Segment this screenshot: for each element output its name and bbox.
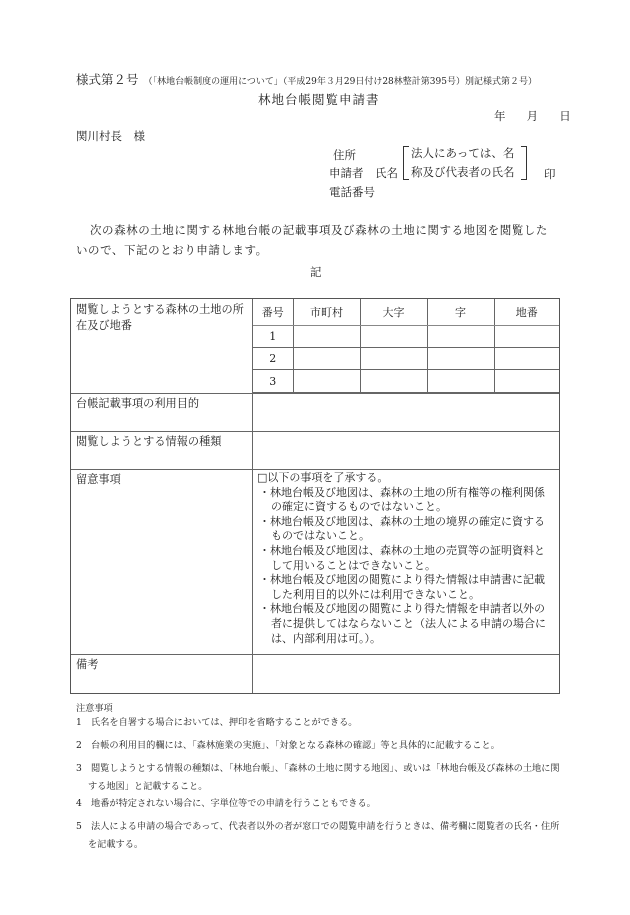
col-header-number: 番号 (253, 299, 293, 325)
row-number: 2 (253, 348, 293, 370)
address-label: 住所 (333, 148, 356, 162)
notes-row (71, 469, 559, 655)
intro-line2: いので、下記のとおり申請します。 (76, 243, 268, 257)
aza-cell[interactable] (427, 325, 494, 347)
form-reference: （「林地台帳制度の運用について」（平成29年３月29日付け28林整計第395号）別記様式第２号） (143, 77, 537, 87)
note-item: ・林地台帳及び地図は、森林の土地の所有権等の権利関係の確定に資するものではないこと。 (259, 485, 545, 514)
acknowledge-checkbox[interactable]: □以下の事項を了承する。 (257, 471, 389, 484)
col-header-oaza: 大字 (360, 299, 427, 325)
location-grid (253, 299, 559, 393)
notes-content (253, 469, 559, 654)
location-label: 閲覧しようとする森林の土地の所在及び地番 (71, 299, 253, 393)
form-number-line (76, 69, 537, 88)
lot-cell[interactable] (494, 325, 559, 347)
table-row (253, 325, 559, 347)
info-type-label: 閲覧しようとする情報の種類 (71, 431, 253, 469)
info-type-field[interactable] (253, 431, 559, 469)
note-item: ・林地台帳及び地図の閲覧により得た情報は申請書に記載した利用目的以外には利用できないこと。 (259, 573, 545, 601)
table-row (253, 370, 559, 392)
lot-cell[interactable] (494, 370, 559, 392)
row-number: 3 (253, 370, 293, 392)
bracket-right (521, 146, 527, 180)
aza-cell[interactable] (427, 370, 494, 392)
intro-line1: 次の森林の土地に関する林地台帳の記載事項及び森林の土地に関する地図を閲覧した (90, 223, 548, 237)
remarks-field[interactable] (253, 654, 559, 693)
lot-cell[interactable] (494, 348, 559, 370)
col-header-aza: 字 (427, 299, 494, 325)
aza-cell[interactable] (427, 348, 494, 370)
oaza-cell[interactable] (360, 348, 427, 370)
bracket-text-line1: 法人にあっては、名 (411, 146, 515, 160)
note-item: ・林地台帳及び地図は、森林の土地の売買等の証明資料として用いることはできないこと。 (259, 543, 545, 572)
table-row (253, 348, 559, 370)
note-item: ・林地台帳及び地図の閲覧により得た情報を申請者以外の者に提供してはならないこと（法人による申請の場合には、内部利用は可。）。 (259, 602, 546, 645)
location-grid-container (253, 299, 559, 393)
seal-mark: 印 (544, 167, 556, 181)
municipality-cell[interactable] (293, 325, 360, 347)
phone-label: 電話番号 (329, 185, 375, 199)
application-form-table (70, 298, 560, 694)
name-label: 氏名 (375, 166, 398, 180)
purpose-label: 台帳記載事項の利用目的 (71, 393, 253, 431)
caution-item: 3 閲覧しようとする情報の種類は、「林地台帳」、「森林の土地に関する地図」、或いは「林地台帳及び森林の土地に関する地図」と記載すること。 (76, 763, 560, 792)
addressee: 関川村長 様 (76, 129, 145, 143)
caution-item: 1 氏名を自署する場合においては、押印を省略することができる。 (76, 717, 358, 728)
remarks-row (71, 654, 559, 693)
oaza-cell[interactable] (360, 370, 427, 392)
col-header-lot: 地番 (494, 299, 559, 325)
municipality-cell[interactable] (293, 370, 360, 392)
bracket-left (403, 146, 409, 180)
info-type-row (71, 431, 559, 470)
remarks-label: 備考 (71, 654, 253, 693)
document-title: 林地台帳閲覧申請書 (258, 92, 380, 107)
caution-item: 2 台帳の利用目的欄には、「森林施業の実施」、「対象となる森林の確認」等と具体的に記載すること。 (76, 740, 500, 751)
ki-heading: 記 (310, 265, 322, 279)
date-field[interactable]: 年 月 日 (494, 109, 573, 123)
caution-item: 5 法人による申請の場合であって、代表者以外の者が窓口での閲覧申請を行うときは、備考欄に閲覧者の氏名・住所を記載する。 (76, 821, 560, 850)
municipality-cell[interactable] (293, 348, 360, 370)
location-row (71, 299, 559, 394)
caution-item: 4 地番が特定されない場合に、字単位等での申請を行うこともできる。 (76, 798, 376, 809)
location-grid-header (253, 299, 559, 325)
applicant-label: 申請者 (329, 166, 364, 180)
bracket-text-line2: 称及び代表者の氏名 (411, 165, 515, 179)
note-item: ・林地台帳及び地図は、森林の土地の境界の確定に資するものではないこと。 (259, 514, 545, 543)
purpose-field[interactable] (253, 393, 559, 431)
row-number: 1 (253, 325, 293, 347)
notes-label: 留意事項 (71, 469, 253, 654)
col-header-municipality: 市町村 (293, 299, 360, 325)
purpose-row (71, 393, 559, 432)
cautions-title: 注意事項 (76, 703, 113, 714)
form-number: 様式第２号 (76, 72, 139, 87)
oaza-cell[interactable] (360, 325, 427, 347)
